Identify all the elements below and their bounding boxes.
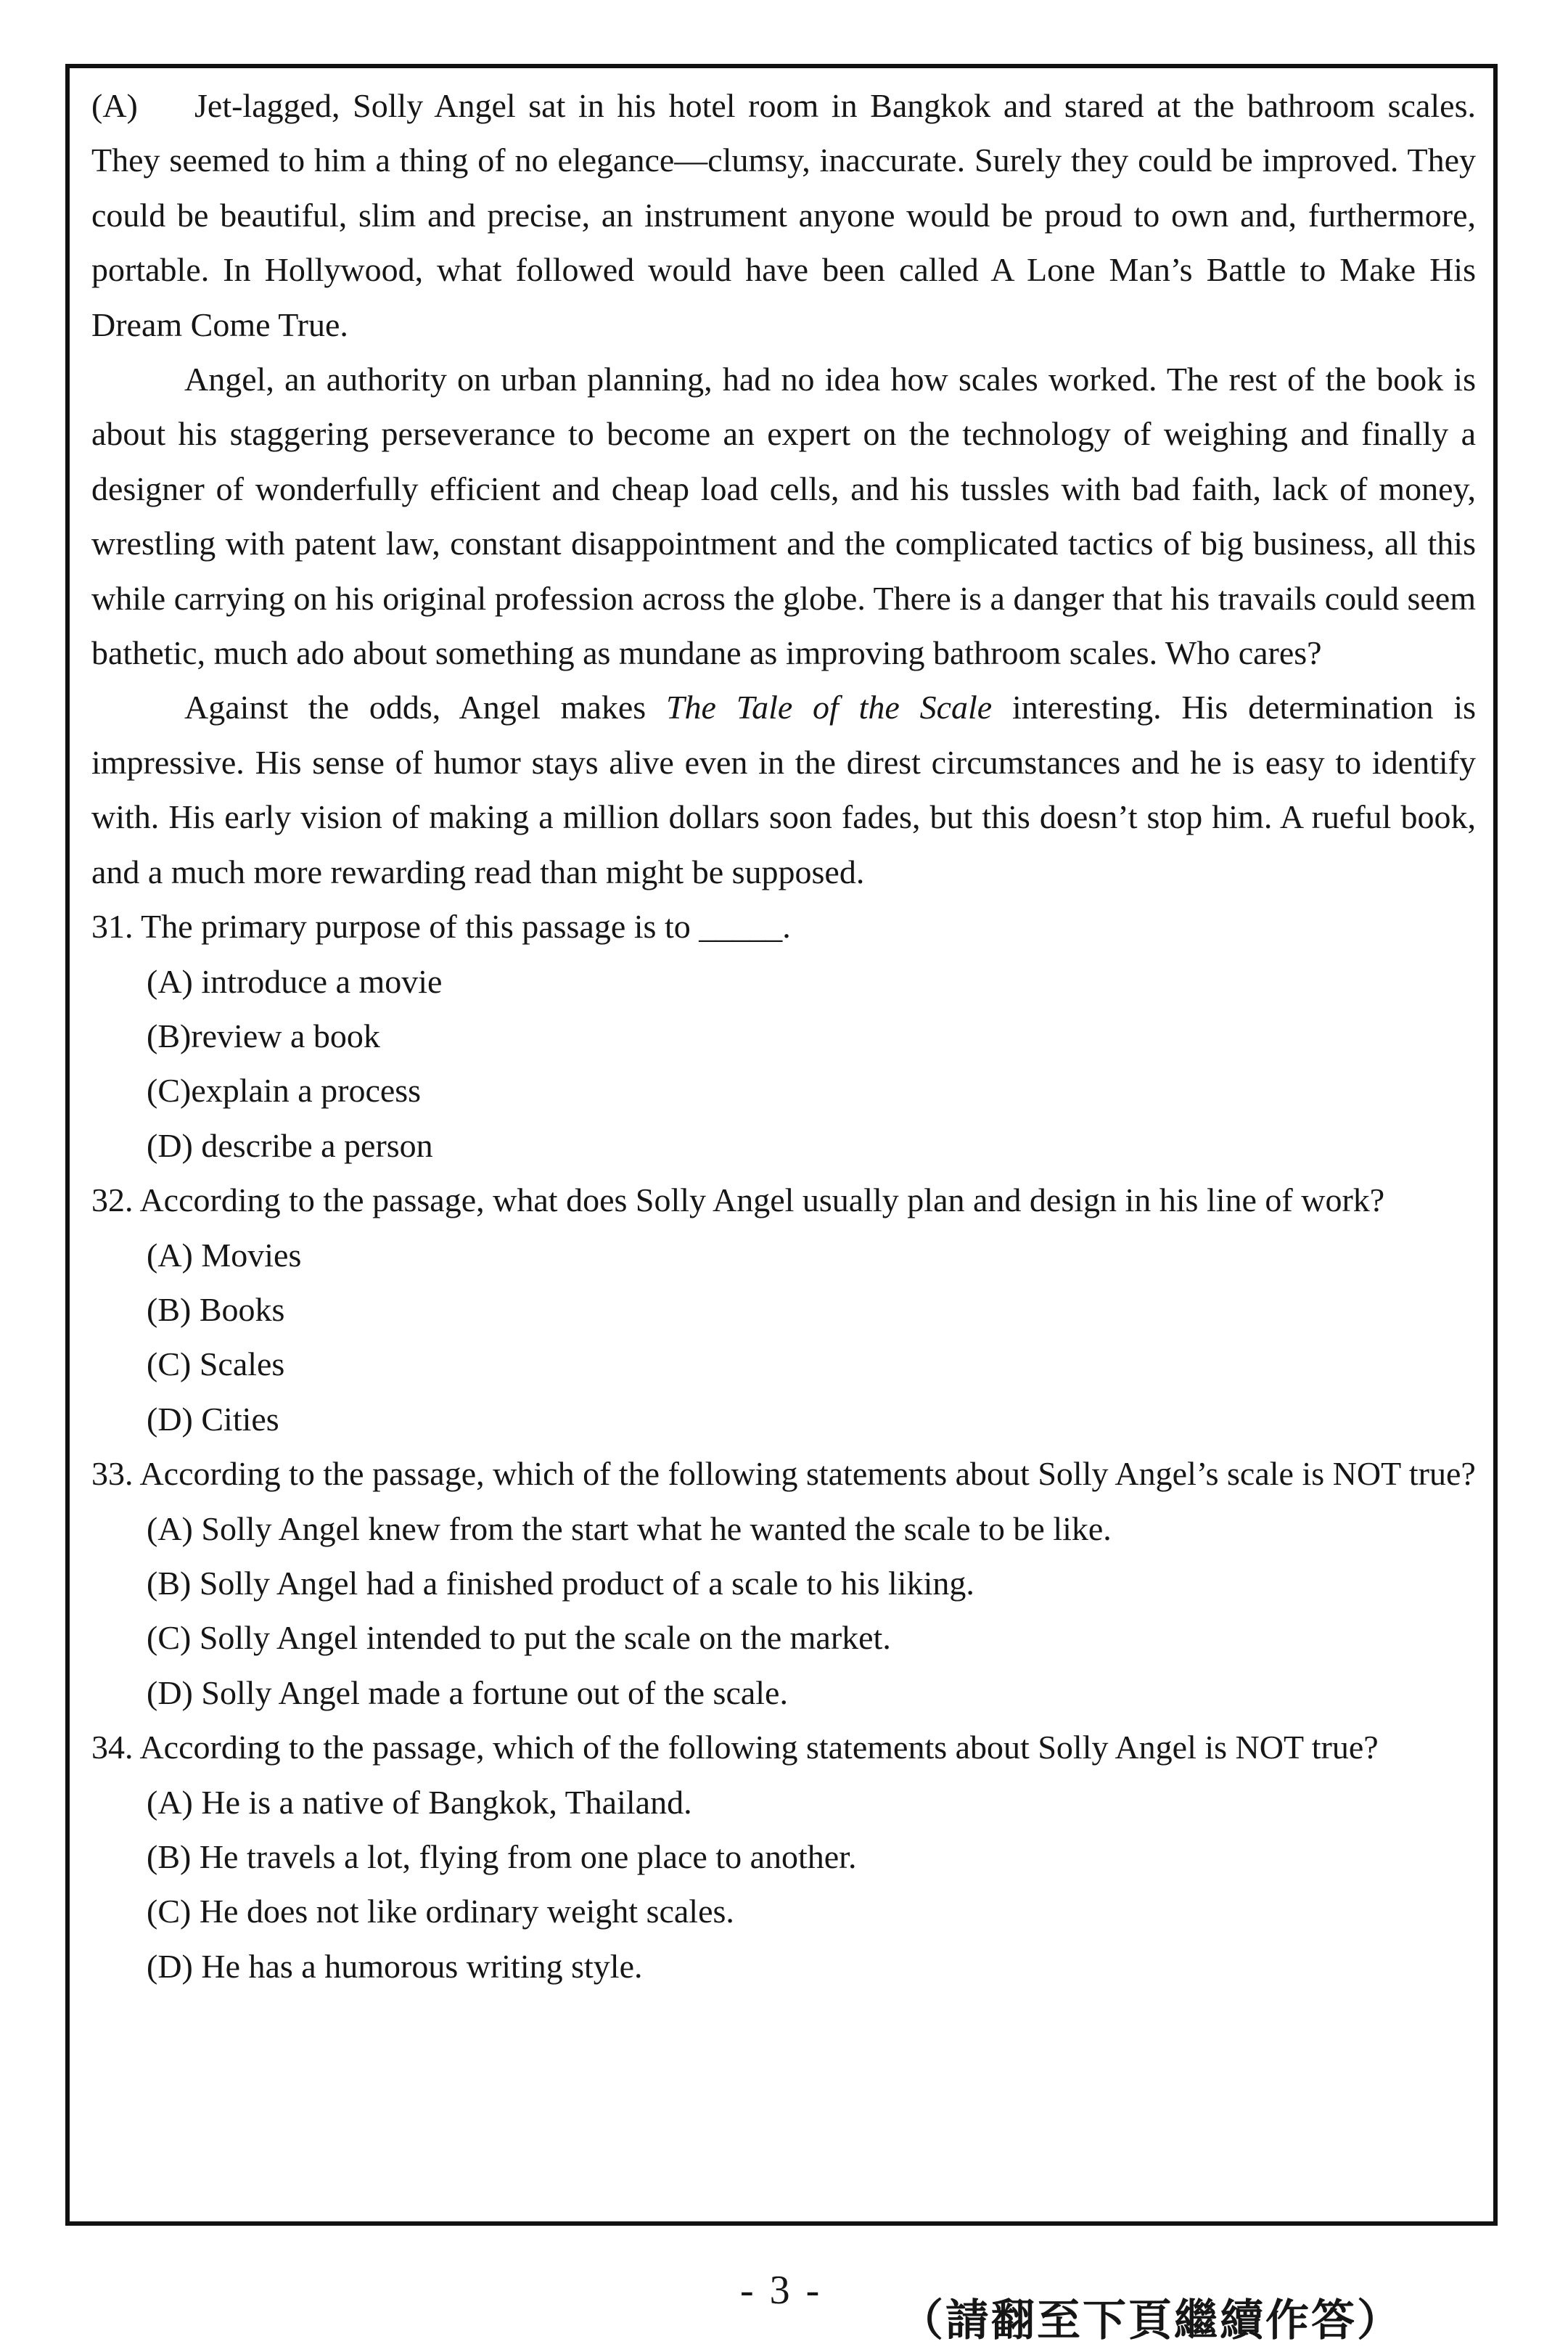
answer-options: [91, 1775, 1476, 1994]
option-d: (D) Solly Angel made a fortune out of the scale.: [147, 1673, 788, 1711]
page-number: - 3 -: [740, 2268, 823, 2313]
option-a: (A) Solly Angel knew from the start what he wanted the scale to be like.: [147, 1509, 1112, 1547]
passage-paragraph-3: [91, 680, 1476, 899]
question-stem: 31. The primary purpose of this passage is to _____.: [91, 908, 791, 946]
answer-options: [91, 1228, 1476, 1447]
passage-paragraph-1: [91, 78, 1476, 352]
continue-note: （請翻至下頁繼續作答）: [900, 2295, 1403, 2346]
option-a: (A) He is a native of Bangkok, Thailand.: [147, 1783, 692, 1821]
question-stem: 34. According to the passage, which of the following statements about Solly Angel is NOT true?: [91, 1729, 1379, 1766]
option-b: (B)review a book: [147, 1017, 380, 1054]
option-d: (D) describe a person: [147, 1126, 433, 1164]
question-33: [91, 1446, 1476, 1720]
passage-paragraph-1-text: Jet-lagged, Solly Angel sat in his hotel room in Bangkok and stared at the bathroom scales. They seemed to him a thing of no elegance—clumsy, inaccurate. Surely they could be improved. They could be beautiful, slim and precise, an instrument anyone would be proud to own and, furthermore, portable. In Hollywood, what followed would have been called A Lone Man’s Battle to Make His Dream Come True.: [91, 87, 1476, 343]
option-b: (B) Solly Angel had a finished product of a scale to his liking.: [147, 1564, 974, 1602]
question-stem: 33. According to the passage, which of the following statements about Solly Angel’s scale is NOT true?: [91, 1455, 1476, 1493]
paragraph-3-text-end: interesting. His determination is impressive. His sense of humor stays alive even in the direst circumstances and he is easy to identify with. His early vision of making a million dollars soon fades, but this doesn’t stop him. A rueful book, and a much more rewarding read than might be supposed.: [91, 689, 1476, 890]
option-c: (C) Solly Angel intended to put the scale on the market.: [147, 1619, 891, 1657]
answer-options: [91, 954, 1476, 1173]
option-a: (A) Movies: [147, 1236, 302, 1274]
option-b: (B) Books: [147, 1290, 285, 1328]
exam-content: [91, 78, 1476, 1994]
question-31: [91, 899, 1476, 1173]
option-d: (D) He has a humorous writing style.: [147, 1947, 643, 1985]
paragraph-3-text-start: Against the odds, Angel makes: [184, 689, 666, 726]
passage-label: (A): [91, 87, 138, 124]
option-c: (C)explain a process: [147, 1072, 422, 1110]
question-stem: 32. According to the passage, what does Solly Angel usually plan and design in his line of work?: [91, 1181, 1385, 1219]
answer-options: [91, 1501, 1476, 1721]
book-title: The Tale of the Scale: [665, 689, 993, 726]
option-c: (C) He does not like ordinary weight scales.: [147, 1893, 734, 1930]
question-32: [91, 1173, 1476, 1446]
option-a: (A) introduce a movie: [147, 962, 443, 1000]
passage-paragraph-2: Angel, an authority on urban planning, had no idea how scales worked. The rest of the book is about his staggering perseverance to become an expert on the technology of weighing and finally a designer of wonderfully efficient and cheap load cells, and his tussles with bad faith, lack of money, wrestling with patent law, constant disappointment and the complicated tactics of big business, all this while carrying on his original profession across the globe. There is a danger that his travails could seem bathetic, much ado about something as mundane as improving bathroom scales. Who cares?: [91, 361, 1476, 672]
option-d: (D) Cities: [147, 1400, 279, 1438]
option-c: (C) Scales: [147, 1345, 285, 1383]
question-34: [91, 1720, 1476, 1994]
option-b: (B) He travels a lot, flying from one place to another.: [147, 1838, 857, 1875]
